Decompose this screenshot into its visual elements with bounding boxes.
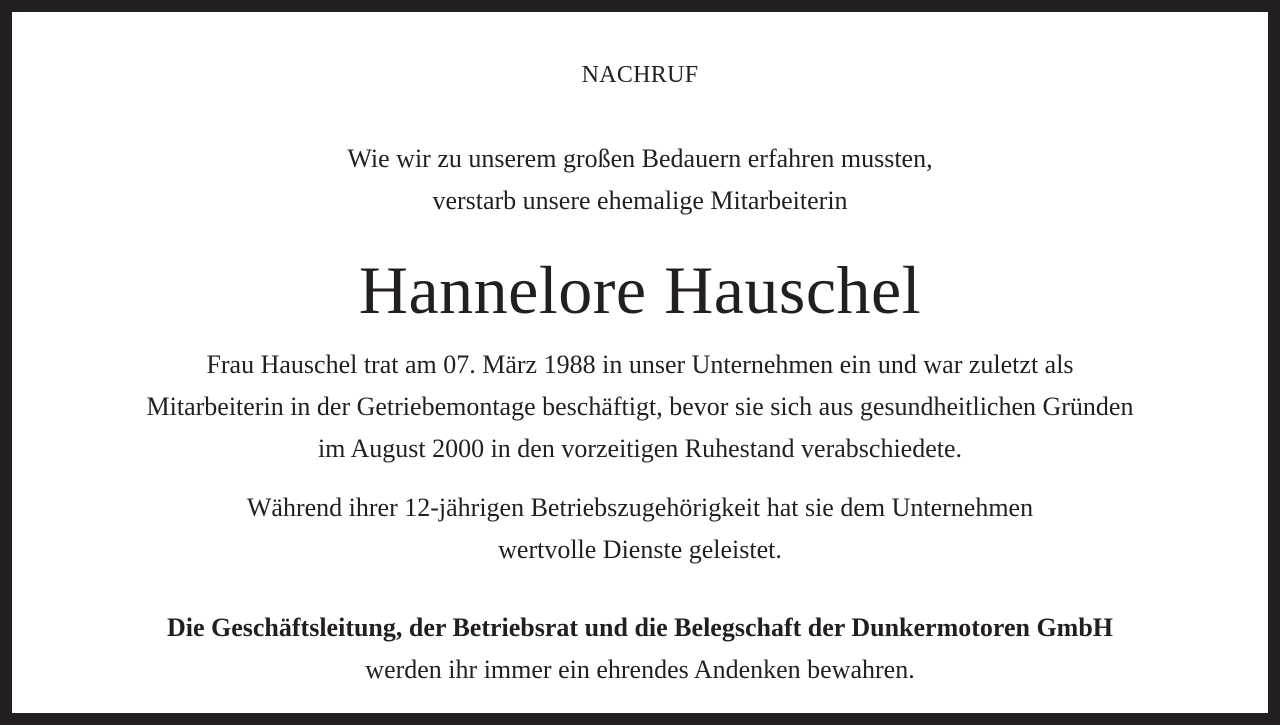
tenure-line: Während ihrer 12-jährigen Betriebszugehörigkeit hat sie dem Unternehmen bbox=[246, 493, 1034, 522]
tenure-line: wertvolle Dienste geleistet. bbox=[498, 535, 782, 564]
deceased-name: Hannelore Hauschel bbox=[358, 252, 922, 328]
signatories: Die Geschäftsleitung, der Betriebsrat und die Belegschaft der Dunkermotoren GmbH bbox=[166, 613, 1114, 642]
signoff bbox=[12, 607, 1268, 691]
tenure-text bbox=[12, 487, 1268, 571]
obituary-notice bbox=[12, 12, 1268, 713]
intro-line: verstarb unsere ehemalige Mitarbeiterin bbox=[432, 186, 848, 215]
bio-line: Mitarbeiterin in der Getriebemontage beschäftigt, bevor sie sich aus gesundheitlichen Gründen bbox=[146, 392, 1134, 421]
intro-line: Wie wir zu unserem großen Bedauern erfahren mussten, bbox=[347, 144, 933, 173]
closing-line: werden ihr immer ein ehrendes Andenken bewahren. bbox=[365, 655, 915, 684]
notice-heading: NACHRUF bbox=[581, 62, 699, 88]
intro-text bbox=[12, 138, 1268, 222]
bio-line: im August 2000 in den vorzeitigen Ruhestand verabschiedete. bbox=[317, 434, 963, 463]
bio-line: Frau Hauschel trat am 07. März 1988 in unser Unternehmen ein und war zuletzt als bbox=[206, 350, 1074, 379]
biography-text bbox=[12, 344, 1268, 470]
